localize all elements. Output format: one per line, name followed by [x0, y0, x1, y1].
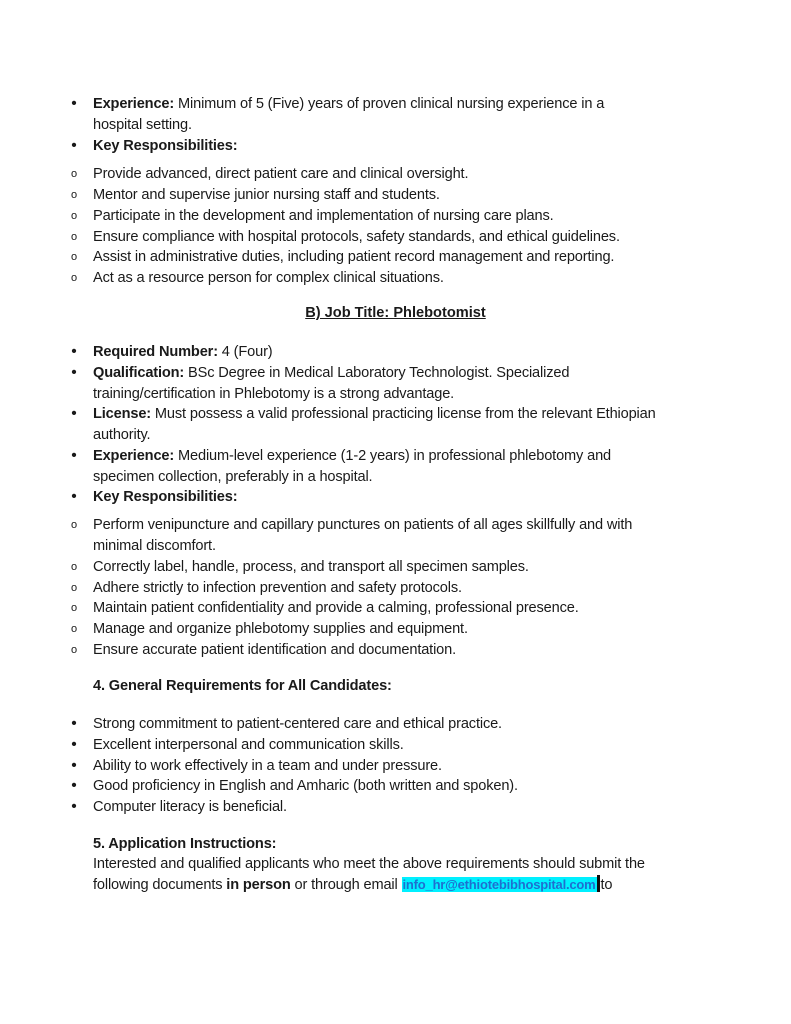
list-item: Ensure accurate patient identification and documentation. [93, 642, 457, 658]
circle-bullet-icon [68, 227, 80, 248]
circle-bullet-icon [68, 206, 80, 227]
list-item: Adhere strictly to infection prevention and safety protocols. [93, 580, 462, 596]
label: Experience: [93, 96, 175, 112]
list-item: Provide advanced, direct patient care and clinical oversight. [93, 166, 469, 182]
value: BSc Degree in Medical Laboratory Technologist. Specialized [184, 365, 570, 381]
list-item: Maintain patient confidentiality and provide a calming, professional presence. [93, 600, 579, 616]
label: License: [93, 406, 152, 422]
list-item: Ability to work effectively in a team and under pressure. [93, 758, 442, 774]
bullet-icon [68, 735, 80, 755]
emphasis-in-person: in person [226, 877, 291, 893]
nurse-experience-cont: hospital setting. [93, 117, 192, 133]
list-item: Excellent interpersonal and communication skills. [93, 737, 404, 753]
circle-bullet-icon [68, 578, 80, 599]
nurse-experience [93, 94, 604, 114]
label: Required Number: [93, 344, 218, 360]
qualification-cont: training/certification in Phlebotomy is a strong advantage. [93, 386, 455, 402]
phleb-key-responsibilities-label: Key Responsibilities: [93, 489, 238, 505]
section-heading-phlebotomist: B) Job Title: Phlebotomist [305, 305, 486, 321]
circle-bullet-icon [68, 185, 80, 206]
circle-bullet-icon [68, 598, 80, 619]
circle-bullet-icon [68, 515, 80, 536]
circle-bullet-icon [68, 640, 80, 661]
list-item: Participate in the development and implementation of nursing care plans. [93, 208, 554, 224]
list-item: Ensure compliance with hospital protocols, safety standards, and ethical guidelines. [93, 229, 620, 245]
circle-bullet-icon [68, 557, 80, 578]
bullet-icon [68, 487, 80, 507]
list-item-cont: minimal discomfort. [93, 538, 216, 554]
license [93, 404, 656, 424]
list-item: Strong commitment to patient-centered care and ethical practice. [93, 716, 502, 732]
list-item: Assist in administrative duties, including patient record management and reporting. [93, 249, 615, 265]
circle-bullet-icon [68, 268, 80, 289]
bullet-icon [68, 714, 80, 734]
value: Must possess a valid professional practicing license from the relevant Ethiopian [151, 406, 656, 422]
nurse-key-responsibilities-label: Key Responsibilities: [93, 138, 238, 154]
list-item: Mentor and supervise junior nursing staff and students. [93, 187, 440, 203]
required-number [93, 342, 273, 362]
value: Minimum of 5 (Five) years of proven clinical nursing experience in a [174, 96, 605, 112]
bullet-icon [68, 797, 80, 817]
list-item: Good proficiency in English and Amharic (both written and spoken). [93, 778, 518, 794]
text: to [600, 877, 613, 893]
circle-bullet-icon [68, 164, 80, 185]
bullet-icon [68, 756, 80, 776]
qualification [93, 363, 569, 383]
bullet-icon [68, 776, 80, 796]
section-heading-application: 5. Application Instructions: [93, 836, 277, 852]
bullet-icon [68, 136, 80, 156]
bullet-icon [68, 446, 80, 466]
list-item: Act as a resource person for complex clinical situations. [93, 270, 444, 286]
list-item: Manage and organize phlebotomy supplies and equipment. [93, 621, 468, 637]
application-text-cont [93, 875, 612, 895]
circle-bullet-icon [68, 619, 80, 640]
text: following documents [93, 877, 227, 893]
value: 4 (Four) [217, 344, 273, 360]
list-item: Perform venipuncture and capillary punctures on patients of all ages skillfully and with [93, 517, 633, 533]
section-heading-general-requirements: 4. General Requirements for All Candidates: [93, 678, 392, 694]
phleb-experience [93, 446, 611, 466]
list-item: Computer literacy is beneficial. [93, 799, 287, 815]
value: Medium-level experience (1-2 years) in professional phlebotomy and [174, 448, 611, 464]
bullet-icon [68, 404, 80, 424]
phleb-experience-cont: specimen collection, preferably in a hospital. [93, 469, 373, 485]
label: Experience: [93, 448, 175, 464]
text-cursor [597, 875, 600, 892]
license-cont: authority. [93, 427, 151, 443]
circle-bullet-icon [68, 247, 80, 268]
email-link[interactable]: info_hr@ethiotebibhospital.com [402, 877, 596, 892]
bullet-icon [68, 342, 80, 362]
list-item: Correctly label, handle, process, and transport all specimen samples. [93, 559, 529, 575]
application-text: Interested and qualified applicants who meet the above requirements should submit the [93, 856, 645, 872]
label: Qualification: [93, 365, 185, 381]
bullet-icon [68, 363, 80, 383]
text: or through email [290, 877, 402, 893]
bullet-icon [68, 94, 80, 114]
